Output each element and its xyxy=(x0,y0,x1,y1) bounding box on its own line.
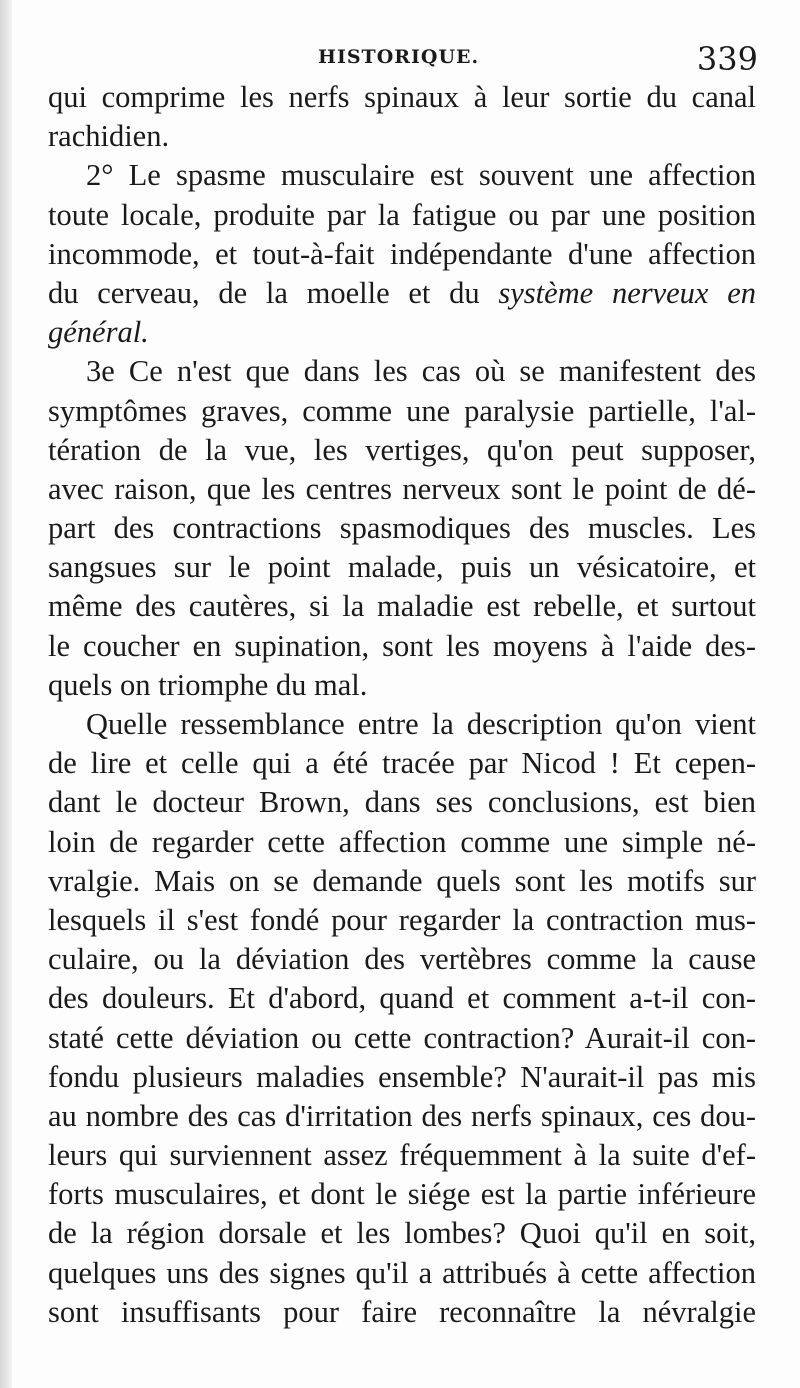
text-line-content: vralgie. Mais on se demande quels sont les motifs sur xyxy=(48,863,756,898)
text-line-content: loin de regarder cette affection comme une simple né- xyxy=(48,824,756,859)
text-line-content: avec raison, que les centres nerveux sont le point de dé- xyxy=(48,471,756,506)
text-line xyxy=(48,431,756,470)
text-line-content: sangsues sur le point malade, puis un vésicatoire, et xyxy=(48,550,756,585)
text-line-content: 3e Ce n'est que dans les cas où se manifestent des xyxy=(86,354,756,389)
text-line-content: qui comprime les nerfs spinaux à leur sortie du canal xyxy=(48,80,756,114)
text-line xyxy=(48,1254,756,1293)
text-line-content: même des cautères, si la maladie est rebelle, et surtout xyxy=(48,589,756,624)
text-line-content: toute locale, produite par la fatigue ou par une position xyxy=(48,197,756,232)
text-line xyxy=(48,235,756,274)
text-line xyxy=(48,313,756,352)
running-head: HISTORIQUE. xyxy=(318,46,480,68)
text-line xyxy=(48,979,756,1018)
text-line xyxy=(48,548,756,587)
text-line xyxy=(48,823,756,862)
text-line-content: 2° Le spasme musculaire est souvent une affection xyxy=(86,158,756,193)
text-line-content: forts musculaires, et dont le siége est la partie inférieure xyxy=(48,1177,756,1212)
text-line-content: dant le docteur Brown, dans ses conclusions, est bien xyxy=(48,785,756,820)
text-line-content: sont insuffisants pour faire reconnaître la névralgie xyxy=(48,1294,756,1329)
text-line xyxy=(48,1097,756,1136)
text-line xyxy=(48,1175,756,1214)
text-line xyxy=(48,744,756,783)
text-line-content: part des contractions spasmodiques des muscles. Les xyxy=(48,511,756,546)
text-line-content: leurs qui surviennent assez fréquemment à la suite d'ef- xyxy=(48,1138,756,1173)
text-line xyxy=(48,587,756,626)
text-line-content: symptômes graves, comme une paralysie partielle, l'al- xyxy=(48,393,756,428)
text-line-content: quels on triomphe du mal. xyxy=(48,667,368,702)
page-header xyxy=(48,40,758,80)
text-line xyxy=(48,470,756,509)
text-line-content: au nombre des cas d'irritation des nerfs spinaux, ces dou- xyxy=(48,1098,756,1133)
text-line xyxy=(48,783,756,822)
text-line xyxy=(48,940,756,979)
text-line-content: rachidien. xyxy=(48,119,170,154)
italic-phrase: général. xyxy=(48,315,149,350)
text-line-content: lesquels il s'est fondé pour regarder la contraction mus- xyxy=(48,902,756,937)
text-line xyxy=(48,862,756,901)
italic-phrase: système nerveux en xyxy=(498,275,756,310)
text-line-content: culaire, ou la déviation des vertèbres comme la cause xyxy=(48,942,756,977)
body-text xyxy=(48,78,756,1332)
text-line xyxy=(48,1058,756,1097)
text-line xyxy=(48,392,756,431)
text-line xyxy=(48,1293,756,1332)
text-line xyxy=(48,627,756,666)
text-line xyxy=(48,705,756,744)
text-line xyxy=(48,509,756,548)
text-line-content: fondu plusieurs maladies ensemble? N'aurait-il pas mis xyxy=(48,1059,756,1094)
text-line-content: quelques uns des signes qu'il a attribués à cette affection xyxy=(48,1255,756,1290)
text-line-content: le coucher en supination, sont les moyens à l'aide des- xyxy=(48,628,756,663)
text-line xyxy=(48,666,756,705)
text-line xyxy=(48,117,756,156)
page-number: 339 xyxy=(696,40,758,78)
text-line xyxy=(48,196,756,235)
text-line xyxy=(48,78,756,117)
text-line-content: des douleurs. Et d'abord, quand et comment a-t-il con- xyxy=(48,981,756,1016)
text-line-content: Quelle ressemblance entre la description qu'on vient xyxy=(86,707,756,741)
text-line xyxy=(48,1019,756,1058)
text-line-content: incommode, et tout-à-fait indépendante d'une affection xyxy=(48,236,756,271)
text-line-content: staté cette déviation ou cette contraction? Aurait-il con- xyxy=(48,1020,756,1055)
text-line-content: du cerveau, de la moelle et du xyxy=(48,275,480,310)
text-line-content: de la région dorsale et les lombes? Quoi qu'il en soit, xyxy=(48,1216,756,1251)
text-line xyxy=(48,1214,756,1253)
text-line xyxy=(48,352,756,391)
text-line xyxy=(48,901,756,940)
text-line-content: de lire et celle qui a été tracée par Nicod ! Et cepen- xyxy=(48,746,756,781)
text-line xyxy=(48,156,756,195)
text-line xyxy=(48,1136,756,1175)
text-line-content: tération de la vue, les vertiges, qu'on peut supposer, xyxy=(48,432,756,467)
text-line xyxy=(48,274,756,313)
page-gutter-shadow xyxy=(0,0,12,1388)
